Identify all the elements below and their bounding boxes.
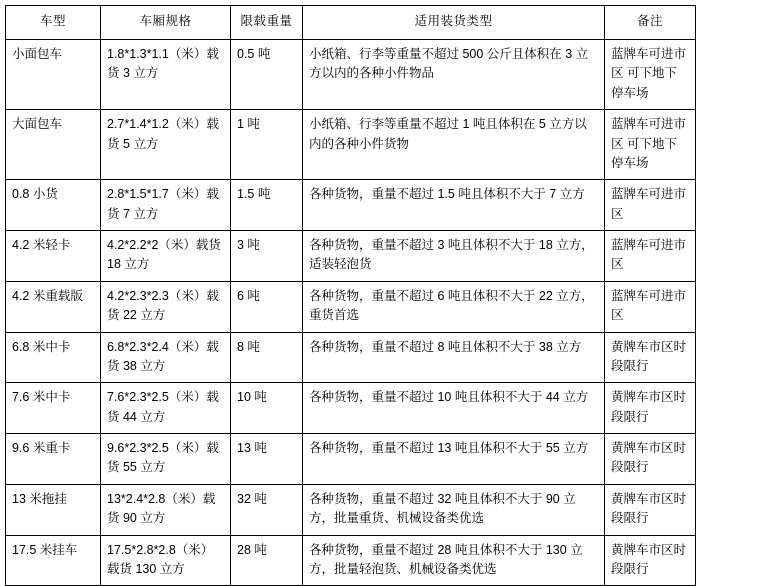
cell-model: 7.6 米中卡 bbox=[6, 383, 101, 434]
table-row bbox=[6, 110, 696, 180]
table-row bbox=[6, 434, 696, 485]
cell-model: 小面包车 bbox=[6, 40, 101, 110]
table-row bbox=[6, 40, 696, 110]
cell-cargo-type: 各种货物，重量不超过 8 吨且体积不大于 38 立方 bbox=[303, 332, 605, 383]
column-header-load: 限载重量 bbox=[231, 6, 303, 40]
cell-cargo-type: 各种货物，重量不超过 3 吨且体积不大于 18 立方，适装轻泡货 bbox=[303, 231, 605, 282]
cell-model: 4.2 米重载版 bbox=[6, 281, 101, 332]
table-header bbox=[6, 6, 696, 40]
cell-spec: 1.8*1.3*1.1（米）载货 3 立方 bbox=[101, 40, 231, 110]
cell-remark: 蓝牌车可进市区 bbox=[605, 231, 696, 282]
column-header-spec: 车厢规格 bbox=[101, 6, 231, 40]
table-row bbox=[6, 535, 696, 586]
cell-model: 6.8 米中卡 bbox=[6, 332, 101, 383]
cell-remark: 黄牌车市区时段限行 bbox=[605, 535, 696, 586]
cell-spec: 6.8*2.3*2.4（米）载货 38 立方 bbox=[101, 332, 231, 383]
cell-model: 9.6 米重卡 bbox=[6, 434, 101, 485]
table-row bbox=[6, 281, 696, 332]
cell-load: 6 吨 bbox=[231, 281, 303, 332]
cell-remark: 蓝牌车可进市区 可下地下停车场 bbox=[605, 110, 696, 180]
table-header-row bbox=[6, 6, 696, 40]
cell-cargo-type: 各种货物，重量不超过 6 吨且体积不大于 22 立方，重货首选 bbox=[303, 281, 605, 332]
cell-remark: 黄牌车市区时段限行 bbox=[605, 484, 696, 535]
cell-cargo-type: 各种货物，重量不超过 1.5 吨且体积不大于 7 立方 bbox=[303, 180, 605, 231]
cell-remark: 蓝牌车可进市区 可下地下停车场 bbox=[605, 40, 696, 110]
table-body bbox=[6, 40, 696, 586]
table-row bbox=[6, 332, 696, 383]
cell-load: 1 吨 bbox=[231, 110, 303, 180]
cell-remark: 黄牌车市区时段限行 bbox=[605, 434, 696, 485]
table-row bbox=[6, 180, 696, 231]
cell-remark: 黄牌车市区时段限行 bbox=[605, 332, 696, 383]
column-header-remark: 备注 bbox=[605, 6, 696, 40]
cell-load: 8 吨 bbox=[231, 332, 303, 383]
column-header-cargo-type: 适用装货类型 bbox=[303, 6, 605, 40]
cell-cargo-type: 小纸箱、行李等重量不超过 500 公斤且体积在 3 立方以内的各种小件物品 bbox=[303, 40, 605, 110]
cell-model: 4.2 米轻卡 bbox=[6, 231, 101, 282]
cell-spec: 17.5*2.8*2.8（米）载货 130 立方 bbox=[101, 535, 231, 586]
table-row bbox=[6, 231, 696, 282]
cell-load: 32 吨 bbox=[231, 484, 303, 535]
cell-spec: 13*2.4*2.8（米）载货 90 立方 bbox=[101, 484, 231, 535]
cell-remark: 蓝牌车可进市区 bbox=[605, 281, 696, 332]
cell-model: 大面包车 bbox=[6, 110, 101, 180]
cell-cargo-type: 各种货物，重量不超过 13 吨且体积不大于 55 立方 bbox=[303, 434, 605, 485]
cell-cargo-type: 各种货物，重量不超过 32 吨且体积不大于 90 立方，批量重货、机械设备类优选 bbox=[303, 484, 605, 535]
document-sheet bbox=[0, 5, 766, 576]
cell-load: 1.5 吨 bbox=[231, 180, 303, 231]
cell-cargo-type: 各种货物，重量不超过 28 吨且体积不大于 130 立方，批量轻泡货、机械设备类优选 bbox=[303, 535, 605, 586]
table-row bbox=[6, 484, 696, 535]
cell-spec: 4.2*2.2*2（米）载货 18 立方 bbox=[101, 231, 231, 282]
cell-model: 13 米拖挂 bbox=[6, 484, 101, 535]
cell-cargo-type: 各种货物，重量不超过 10 吨且体积不大于 44 立方 bbox=[303, 383, 605, 434]
vehicle-spec-table bbox=[5, 5, 696, 586]
cell-remark: 蓝牌车可进市区 bbox=[605, 180, 696, 231]
cell-spec: 2.7*1.4*1.2（米）载货 5 立方 bbox=[101, 110, 231, 180]
cell-spec: 9.6*2.3*2.5（米）载货 55 立方 bbox=[101, 434, 231, 485]
column-header-model: 车型 bbox=[6, 6, 101, 40]
cell-remark: 黄牌车市区时段限行 bbox=[605, 383, 696, 434]
cell-model: 0.8 小货 bbox=[6, 180, 101, 231]
cell-load: 10 吨 bbox=[231, 383, 303, 434]
cell-load: 28 吨 bbox=[231, 535, 303, 586]
cell-spec: 2.8*1.5*1.7（米）载货 7 立方 bbox=[101, 180, 231, 231]
cell-load: 13 吨 bbox=[231, 434, 303, 485]
cell-load: 3 吨 bbox=[231, 231, 303, 282]
cell-model: 17.5 米挂车 bbox=[6, 535, 101, 586]
table-row bbox=[6, 383, 696, 434]
cell-spec: 7.6*2.3*2.5（米）载货 44 立方 bbox=[101, 383, 231, 434]
cell-spec: 4.2*2.3*2.3（米）载货 22 立方 bbox=[101, 281, 231, 332]
cell-cargo-type: 小纸箱、行李等重量不超过 1 吨且体积在 5 立方以内的各种小件货物 bbox=[303, 110, 605, 180]
cell-load: 0.5 吨 bbox=[231, 40, 303, 110]
